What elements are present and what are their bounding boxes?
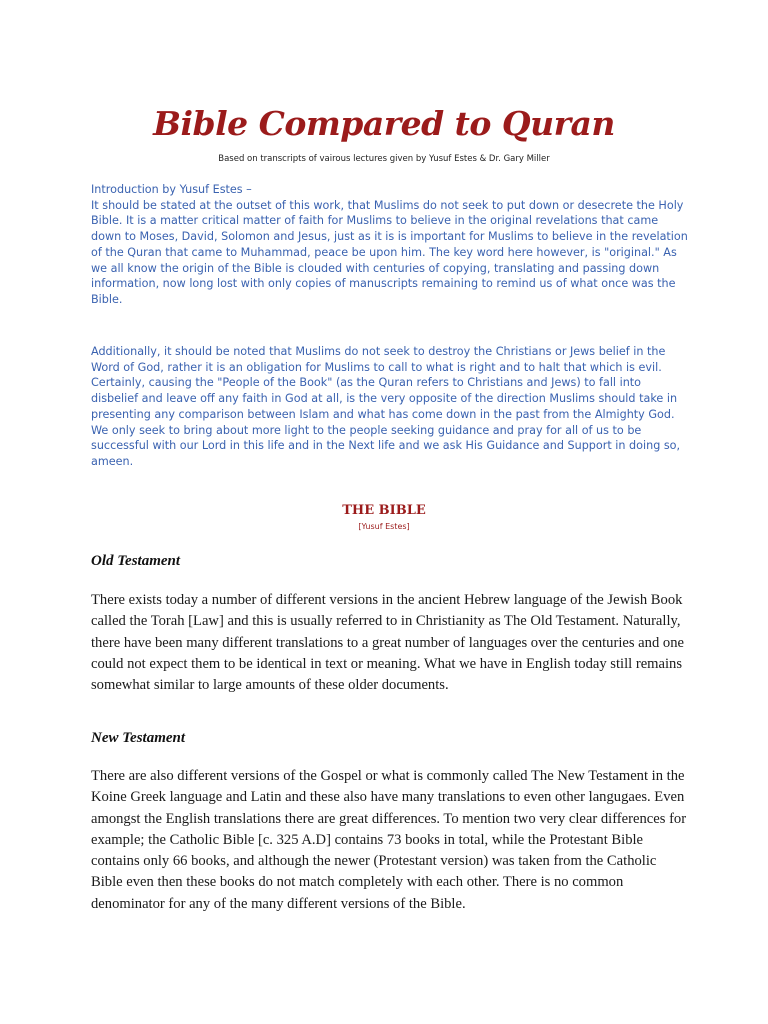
intro-paragraph-2: Additionally, it should be noted that Muslims do not seek to destroy the Christians or Jews belief in the Word of God, rather it is an obligation for Muslims to call to what is right and to halt that which is evil. Certainly, causing the "People of the Book" (as the Quran refers to Christians and Jews) to fall into disbelief and leave off any faith in God at all, is the very opposite of the direction Muslims should take in presenting any comparison between Islam and what has come down in the past from the Almighty God. We only seek to bring about more light to the people seeking guidance and pray for all of us to be successful with our Lord in this life and in the Next life and we ask His Guidance and Support in doing so, ameen.	[91, 345, 681, 468]
old-testament-heading: Old Testament	[91, 553, 181, 569]
document-title: Bible Compared to Quran	[153, 104, 615, 143]
intro-line-label: Introduction by Yusuf Estes – It should be stated at the outset of this work, that Muslims do not seek to put down or desecrete the Holy Bible. It is a matter critical matter of faith for Muslims to believe in the original revelations that came down to Moses, David, Solomon and Jesus, just as it is is important for Muslims to believe in the revelation of the Quran that came to Muhammad, peace be upon him. The key word here however, is "original." As we all know the origin of the Bible is clouded with centuries of copying, translating and passing down information, now long lost with only copies of manuscripts remaining to remind us of what once was the Bible.	[91, 183, 688, 306]
new-testament-paragraph: There are also different versions of the Gospel or what is commonly called The New Testament in the Koine Greek language and Latin and these also have many translations to even other langugaes. Even amongst the English translations there are great differences. To mention two very clear differences for example; the Catholic Bible [c. 325 A.D] contains 73 books in total, while the Protestant Bible contains only 66 books, and although the newer (Protestant version) was taken from the Catholic Bible even then these books do not match completely with each other. There is no common denominator for any of the many different versions of the Bible.	[91, 768, 687, 912]
intro-paragraph-1	[91, 182, 691, 308]
old-testament-paragraph: There exists today a number of different versions in the ancient Hebrew language of the Jewish Book called the Torah [Law] and this is usually referred to in Christianity as The Old Testament. Naturally, there have been many different translations to a great number of languages over the centuries and one could not expect them to be identical in text or meaning. What we have in English today still remains somewhat similar to large amounts of these older documents.	[91, 592, 684, 694]
section-title: THE BIBLE	[342, 503, 426, 518]
section-author: [Yusuf Estes]	[358, 522, 410, 531]
new-testament-heading: New Testament	[91, 730, 186, 746]
document-subtitle: Based on transcripts of vairous lectures given by Yusuf Estes & Dr. Gary Miller	[218, 154, 550, 164]
